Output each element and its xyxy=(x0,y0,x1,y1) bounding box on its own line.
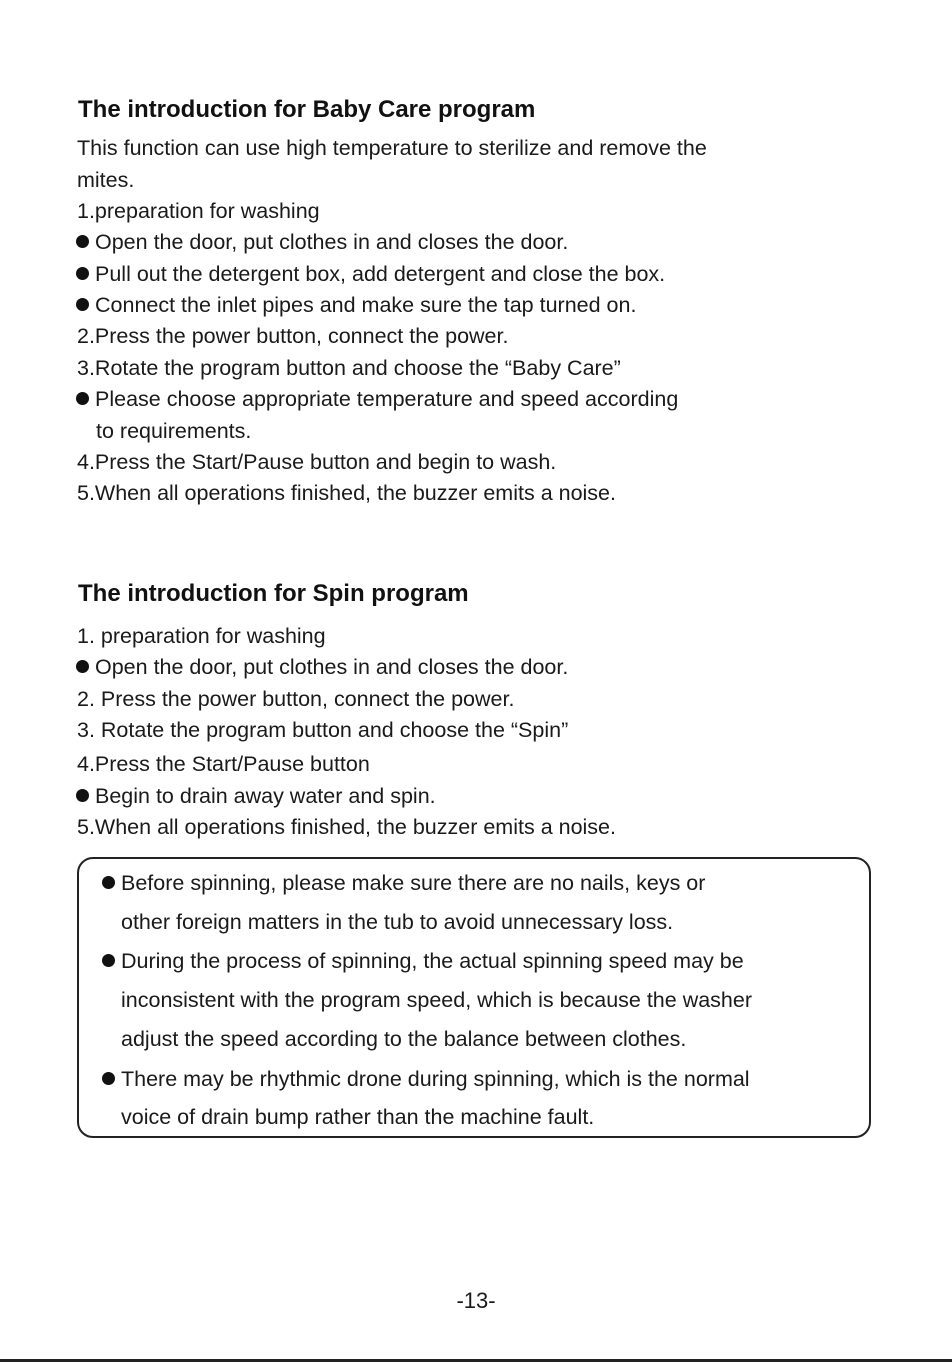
baby-care-bullet2-text: Pull out the detergent box, add detergent and close the box. xyxy=(95,262,666,286)
baby-care-bullet4-text: Please choose appropriate temperature and speed according xyxy=(95,387,679,411)
note3-continued: voice of drain bump rather than the machine fault. xyxy=(121,1105,595,1129)
spin-step4: 4.Press the Start/Pause button xyxy=(77,752,370,776)
baby-care-bullet1 xyxy=(76,228,568,256)
spin-bullet1 xyxy=(76,653,568,681)
spin-bullet2 xyxy=(76,782,436,810)
spin-heading: The introduction for Spin program xyxy=(78,580,469,607)
baby-care-step3: 3.Rotate the program button and choose the “Baby Care” xyxy=(77,356,621,380)
bullet-icon xyxy=(76,267,89,280)
spin-step5: 5.When all operations finished, the buzzer emits a noise. xyxy=(77,815,616,839)
baby-care-bullet3 xyxy=(76,291,636,319)
baby-care-heading: The introduction for Baby Care program xyxy=(78,96,536,123)
spin-step3: 3. Rotate the program button and choose the “Spin” xyxy=(77,718,569,742)
bullet-icon xyxy=(76,298,89,311)
spin-bullet1-text: Open the door, put clothes in and closes the door. xyxy=(95,655,569,679)
baby-care-step2: 2.Press the power button, connect the power. xyxy=(77,324,509,348)
note2 xyxy=(102,947,744,975)
spin-step1: 1. preparation for washing xyxy=(77,624,326,648)
baby-care-bullet4 xyxy=(76,385,678,413)
spin-bullet2-text: Begin to drain away water and spin. xyxy=(95,784,436,808)
bullet-icon xyxy=(76,392,89,405)
baby-care-step4: 4.Press the Start/Pause button and begin to wash. xyxy=(77,450,557,474)
baby-care-bullet4-continued: to requirements. xyxy=(96,419,252,443)
note1 xyxy=(102,869,705,897)
bullet-icon xyxy=(102,954,115,967)
baby-care-bullet1-text: Open the door, put clothes in and closes the door. xyxy=(95,230,569,254)
bullet-icon xyxy=(76,235,89,248)
baby-care-bullet2 xyxy=(76,260,665,288)
note1-text: Before spinning, please make sure there are no nails, keys or xyxy=(121,871,706,895)
note3 xyxy=(102,1065,750,1093)
note2-text: During the process of spinning, the actual spinning speed may be xyxy=(121,949,744,973)
note1-continued: other foreign matters in the tub to avoid unnecessary loss. xyxy=(121,910,674,934)
baby-care-bullet3-text: Connect the inlet pipes and make sure the tap turned on. xyxy=(95,293,637,317)
note2-continued-1: inconsistent with the program speed, which is because the washer xyxy=(121,988,753,1012)
spin-step2: 2. Press the power button, connect the power. xyxy=(77,687,515,711)
bullet-icon xyxy=(102,876,115,889)
note2-continued-2: adjust the speed according to the balance between clothes. xyxy=(121,1027,687,1051)
baby-care-intro-line1: This function can use high temperature to sterilize and remove the xyxy=(77,136,707,160)
baby-care-step1: 1.preparation for washing xyxy=(77,199,320,223)
bullet-icon xyxy=(102,1072,115,1085)
bullet-icon xyxy=(76,660,89,673)
page-number: -13- xyxy=(456,1288,496,1313)
baby-care-step5: 5.When all operations finished, the buzzer emits a noise. xyxy=(77,481,616,505)
bullet-icon xyxy=(76,789,89,802)
baby-care-intro-line2: mites. xyxy=(77,168,135,192)
note3-text: There may be rhythmic drone during spinning, which is the normal xyxy=(121,1067,750,1091)
